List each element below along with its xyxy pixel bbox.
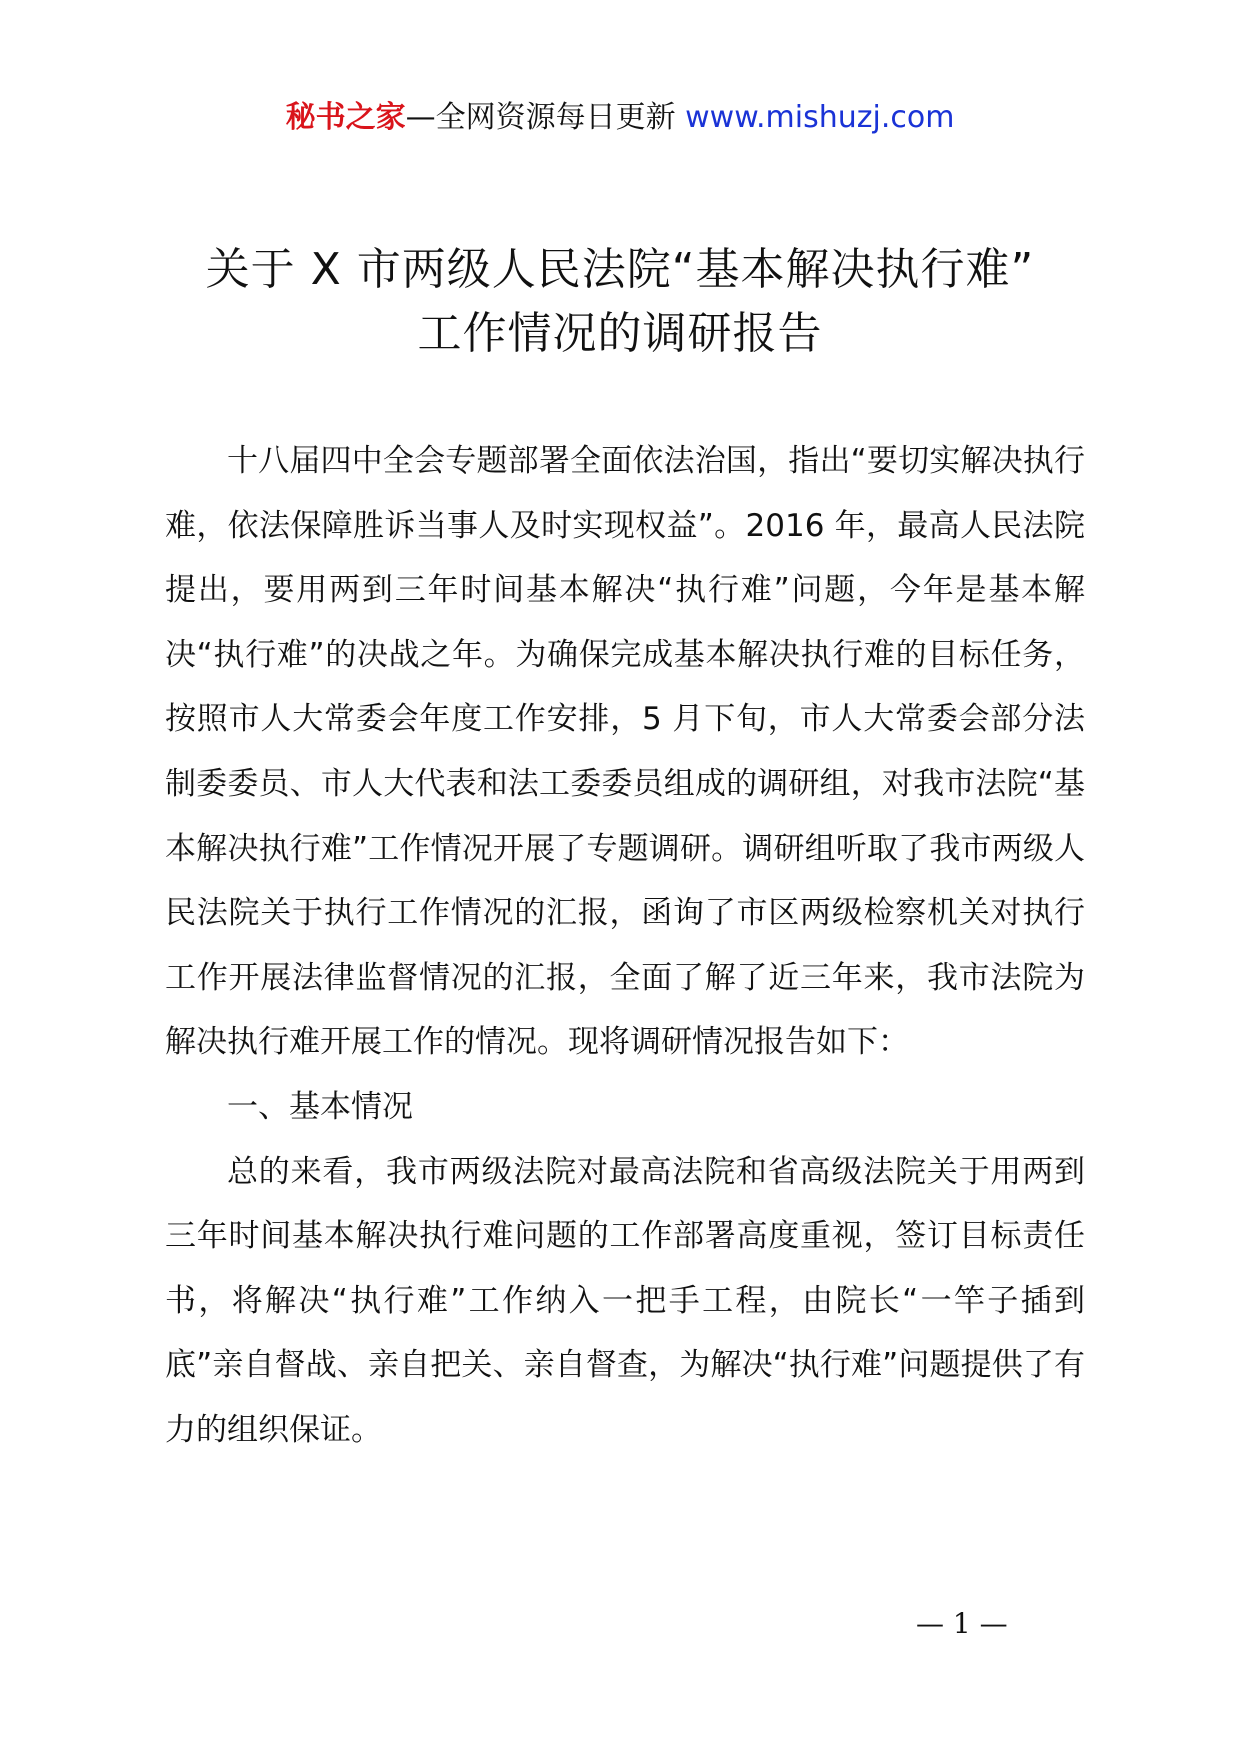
document-body [165,429,1085,1463]
section-heading-basic-situation: 一、基本情况 [227,1088,413,1125]
header-banner [0,98,1240,138]
document-title [0,238,1240,366]
document-title-line-2: 工作情况的调研报告 [417,308,823,359]
header-tagline: —全网资源每日更新 [405,100,676,135]
paragraph-overview: 总的来看，我市两级法院对最高法院和省高级法院关于用两到三年时间基本解决执行难问题的工作部署高度重视，签订目标责任书，将解决“执行难”工作纳入一把手工程，由院长“一竿子插到底”亲自督战、亲自把关、亲自督查，为解决“执行难”问题提供了有力的组织保证。 [165,1153,1085,1448]
brand-name: 秘书之家 [285,100,406,135]
page-number: — 1 — [916,1607,1008,1640]
document-title-line-1: 关于 X 市两级人民法院“基本解决执行难” [205,244,1035,295]
paragraph-intro: 十八届四中全会专题部署全面依法治国，指出“要切实解决执行难，依法保障胜诉当事人及时实现权益”。2016 年，最高人民法院提出，要用两到三年时间基本解决“执行难”问题，今年是基本解决“执行难”的决战之年。为确保完成基本解决执行难的目标任务，按照市人大常委会年度工作安排，5 月下旬，市人大常委会部分法制委委员、市人大代表和法工委委员组成的调研组，对我市法院“基本解决执行难”工作情况开展了专题调研。调研组听取了我市两级人民法院关于执行工作情况的汇报，函询了市区两级检察机关对执行工作开展法律监督情况的汇报，全面了解了近三年来，我市法院为解决执行难开展工作的情况。现将调研情况报告如下： [165,443,1085,1061]
site-url-link[interactable]: www.mishuzj.com [685,100,955,135]
